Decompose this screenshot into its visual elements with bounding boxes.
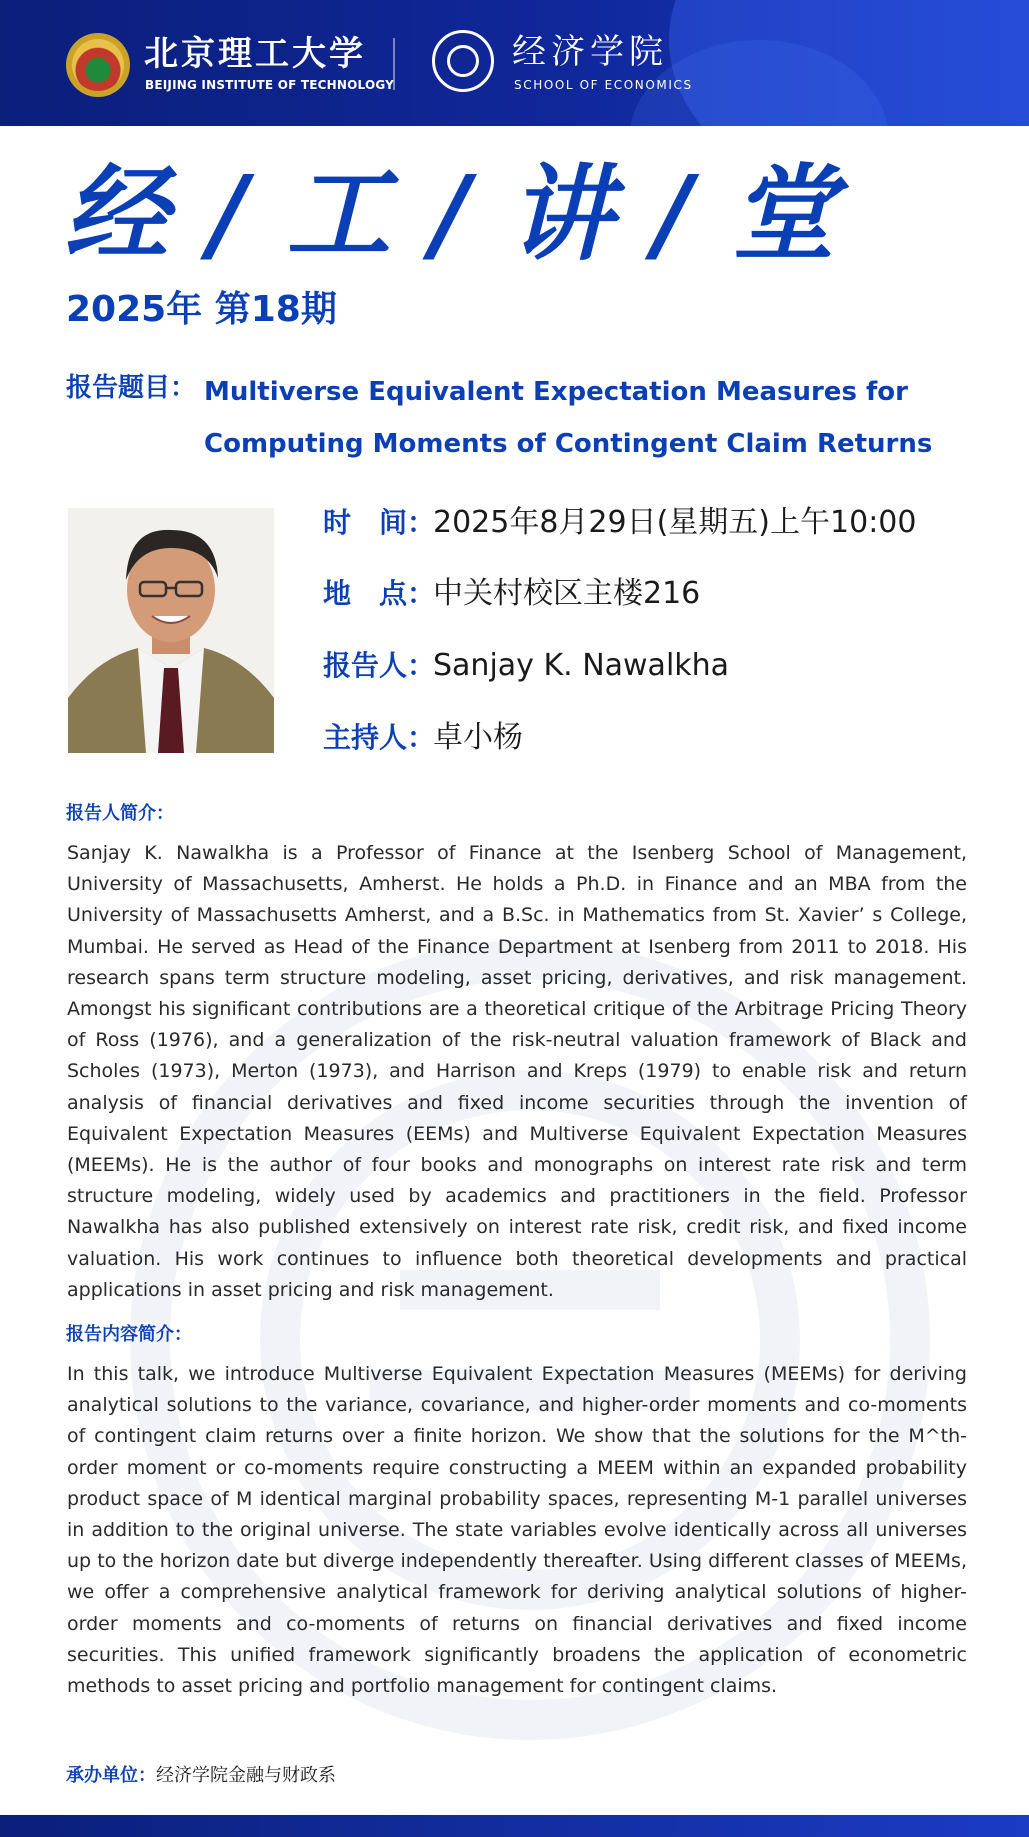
- bio-heading: 报告人简介：: [66, 803, 174, 824]
- organizer-line: [66, 1763, 336, 1789]
- info-row-time: [323, 503, 916, 543]
- host-name: 卓小杨: [433, 720, 523, 755]
- host-label: 主持人：: [323, 721, 436, 754]
- time-value: 2025年8月29日(星期五)上午10:00: [433, 505, 917, 540]
- abstract-paragraph: In this talk, we introduce Multiverse Equivalent Expectation Measures (MEEMs) for deriving analytical solutions to the variance, covariance, and higher-order moments and co-moments of contingent claim returns over a finite horizon. We show that the solutions for the M^th-order moment or co-moments require constructing a MEEM within an expanded probability product space of M identical marginal probability spaces, representing M-1 parallel universes in addition to the original universe. The state variables evolve identically across all universes up to the horizon date but diverge independently thereafter. Using different classes of MEEMs, we offer a comprehensive analytical framework for deriving analytical solutions of higher-order moments and co-moments of returns on financial derivatives and fixed income securities. This unified framework significantly broadens the application of econometric methods to asset pricing and portfolio management for contingent claims.: [67, 1363, 967, 1698]
- info-row-speaker: [323, 646, 729, 686]
- school-of-economics-emblem-icon: [432, 30, 494, 92]
- organizer-value: 经济学院金融与财政系: [156, 1765, 336, 1786]
- header-divider: [393, 38, 395, 90]
- topic-label: 报告题目：: [66, 373, 197, 403]
- lecture-series-title: 经 / 工 / 讲 / 堂: [64, 152, 838, 275]
- info-row-host: [323, 718, 523, 758]
- info-row-place: [323, 574, 700, 614]
- school-name-en: SCHOOL OF ECONOMICS: [514, 78, 693, 92]
- speaker-name: Sanjay K. Nawalkha: [433, 648, 730, 683]
- speaker-photo: [68, 508, 274, 753]
- school-name-cn: 经济学院: [512, 32, 668, 72]
- place-value: 中关村校区主楼216: [433, 576, 701, 611]
- footer-bar: [0, 1815, 1029, 1837]
- header-banner: [0, 0, 1029, 126]
- organizer-label: 承办单位：: [66, 1765, 156, 1786]
- topic-title: Multiverse Equivalent Expectation Measures for Computing Moments of Contingent Claim Returns: [204, 377, 933, 459]
- place-label: 地 点：: [323, 577, 436, 610]
- abstract-heading: 报告内容简介：: [66, 1324, 192, 1345]
- speaker-label: 报告人：: [323, 649, 436, 682]
- university-name-en: BEIJING INSTITUTE OF TECHNOLOGY: [145, 78, 395, 92]
- issue-number: 2025年 第18期: [66, 289, 337, 330]
- time-label: 时 间：: [323, 506, 436, 539]
- bio-paragraph: Sanjay K. Nawalkha is a Professor of Finance at the Isenberg School of Management, University of Massachusetts, Amherst. He holds a Ph.D. in Finance and an MBA from the University of Massachusetts Amherst, and a B.Sc. in Mathematics from St. Xavier’ s College, Mumbai. He served as Head of the Finance Department at Isenberg from 2011 to 2018. His research spans term structure modeling, asset pricing, derivatives, and risk management. Amongst his significant contributions are a theoretical critique of the Arbitrage Pricing Theory of Ross (1976), and a generalization of the risk-neutral valuation framework of Black and Scholes (1973), Merton (1973), and Harrison and Kreps (1979) to enable risk and return analysis of financial derivatives and fixed income securities through the invention of Equivalent Expectation Measures (EEMs) and Multiverse Equivalent Expectation Measures (MEEMs). He is the author of four books and monographs on interest rate risk and term structure modeling, widely used by academics and practitioners in the field. Professor Nawalkha has also published extensively on interest rate risk, credit risk, and fixed income valuation. His work continues to influence both theoretical developments and practical applications in asset pricing and risk management.: [67, 842, 967, 1301]
- university-name-cn: 北京理工大学: [144, 34, 366, 74]
- bit-emblem-icon: [66, 33, 130, 97]
